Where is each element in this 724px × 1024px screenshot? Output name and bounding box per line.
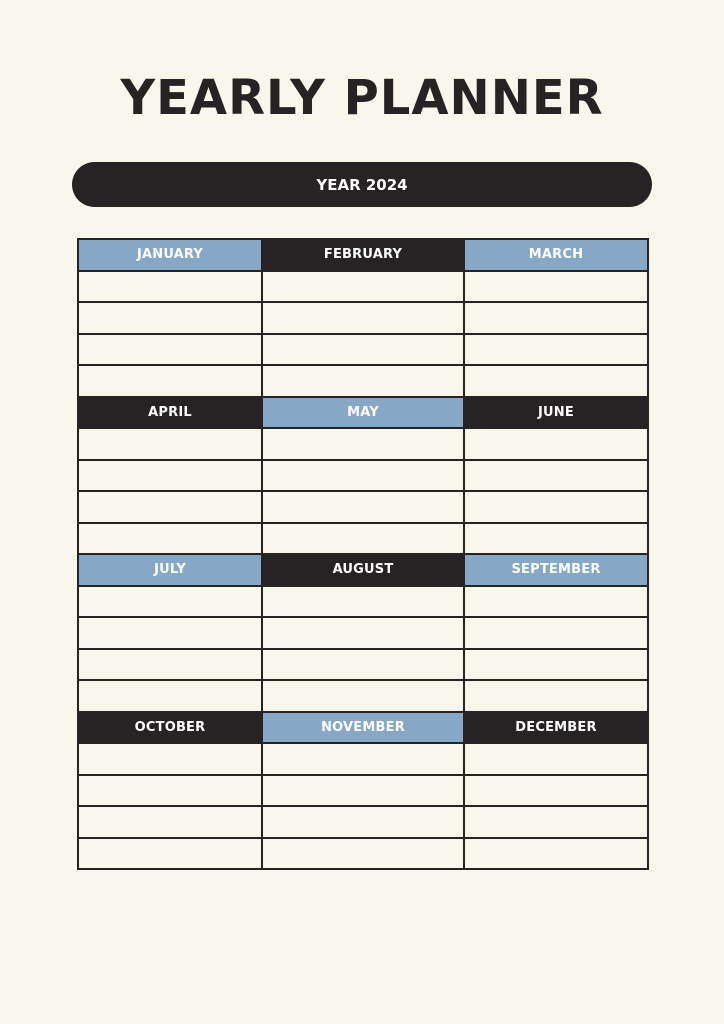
planner-row — [78, 491, 648, 523]
entry-cell-february[interactable] — [262, 334, 464, 366]
entry-cell-november[interactable] — [262, 838, 464, 870]
entry-cell-july[interactable] — [78, 649, 262, 681]
entry-cell-november[interactable] — [262, 743, 464, 775]
entry-cell-july[interactable] — [78, 586, 262, 618]
planner-row — [78, 838, 648, 870]
entry-cell-november[interactable] — [262, 775, 464, 807]
entry-cell-february[interactable] — [262, 365, 464, 397]
entry-cell-january[interactable] — [78, 302, 262, 334]
month-header-august: AUGUST — [262, 554, 464, 586]
entry-cell-november[interactable] — [262, 806, 464, 838]
entry-cell-may[interactable] — [262, 523, 464, 555]
entry-cell-april[interactable] — [78, 523, 262, 555]
page-title: YEARLY PLANNER — [120, 70, 604, 126]
month-header-row — [78, 239, 648, 271]
month-header-february: FEBRUARY — [262, 239, 464, 271]
month-header-row — [78, 554, 648, 586]
entry-cell-january[interactable] — [78, 271, 262, 303]
planner-row — [78, 460, 648, 492]
month-header-october: OCTOBER — [78, 712, 262, 744]
planner-row — [78, 617, 648, 649]
planner-row — [78, 586, 648, 618]
planner-row — [78, 428, 648, 460]
planner-row — [78, 523, 648, 555]
entry-cell-october[interactable] — [78, 838, 262, 870]
entry-cell-september[interactable] — [464, 649, 648, 681]
entry-cell-september[interactable] — [464, 680, 648, 712]
month-header-november: NOVEMBER — [262, 712, 464, 744]
month-header-december: DECEMBER — [464, 712, 648, 744]
entry-cell-march[interactable] — [464, 334, 648, 366]
entry-cell-june[interactable] — [464, 491, 648, 523]
entry-cell-december[interactable] — [464, 743, 648, 775]
entry-cell-june[interactable] — [464, 460, 648, 492]
entry-cell-march[interactable] — [464, 365, 648, 397]
month-header-july: JULY — [78, 554, 262, 586]
entry-cell-april[interactable] — [78, 491, 262, 523]
entry-cell-january[interactable] — [78, 365, 262, 397]
entry-cell-february[interactable] — [262, 271, 464, 303]
entry-cell-july[interactable] — [78, 680, 262, 712]
planner-row — [78, 806, 648, 838]
planner-row — [78, 775, 648, 807]
entry-cell-march[interactable] — [464, 302, 648, 334]
entry-cell-may[interactable] — [262, 460, 464, 492]
month-header-march: MARCH — [464, 239, 648, 271]
planner-row — [78, 649, 648, 681]
planner-row — [78, 302, 648, 334]
entry-cell-march[interactable] — [464, 271, 648, 303]
entry-cell-october[interactable] — [78, 806, 262, 838]
entry-cell-september[interactable] — [464, 586, 648, 618]
entry-cell-june[interactable] — [464, 523, 648, 555]
planner-row — [78, 334, 648, 366]
entry-cell-december[interactable] — [464, 775, 648, 807]
entry-cell-december[interactable] — [464, 806, 648, 838]
entry-cell-august[interactable] — [262, 617, 464, 649]
entry-cell-august[interactable] — [262, 586, 464, 618]
month-header-june: JUNE — [464, 397, 648, 429]
month-header-april: APRIL — [78, 397, 262, 429]
entry-cell-july[interactable] — [78, 617, 262, 649]
entry-cell-august[interactable] — [262, 649, 464, 681]
entry-cell-january[interactable] — [78, 334, 262, 366]
planner-grid — [77, 238, 649, 870]
month-header-row — [78, 712, 648, 744]
planner-row — [78, 365, 648, 397]
entry-cell-february[interactable] — [262, 302, 464, 334]
planner-row — [78, 680, 648, 712]
entry-cell-june[interactable] — [464, 428, 648, 460]
entry-cell-may[interactable] — [262, 428, 464, 460]
entry-cell-august[interactable] — [262, 680, 464, 712]
entry-cell-october[interactable] — [78, 775, 262, 807]
entry-cell-december[interactable] — [464, 838, 648, 870]
year-banner — [72, 162, 652, 207]
planner-row — [78, 743, 648, 775]
year-label: YEAR 2024 — [316, 175, 408, 194]
entry-cell-april[interactable] — [78, 428, 262, 460]
month-header-may: MAY — [262, 397, 464, 429]
month-header-september: SEPTEMBER — [464, 554, 648, 586]
month-header-january: JANUARY — [78, 239, 262, 271]
entry-cell-may[interactable] — [262, 491, 464, 523]
entry-cell-october[interactable] — [78, 743, 262, 775]
entry-cell-september[interactable] — [464, 617, 648, 649]
entry-cell-april[interactable] — [78, 460, 262, 492]
month-header-row — [78, 397, 648, 429]
planner-row — [78, 271, 648, 303]
